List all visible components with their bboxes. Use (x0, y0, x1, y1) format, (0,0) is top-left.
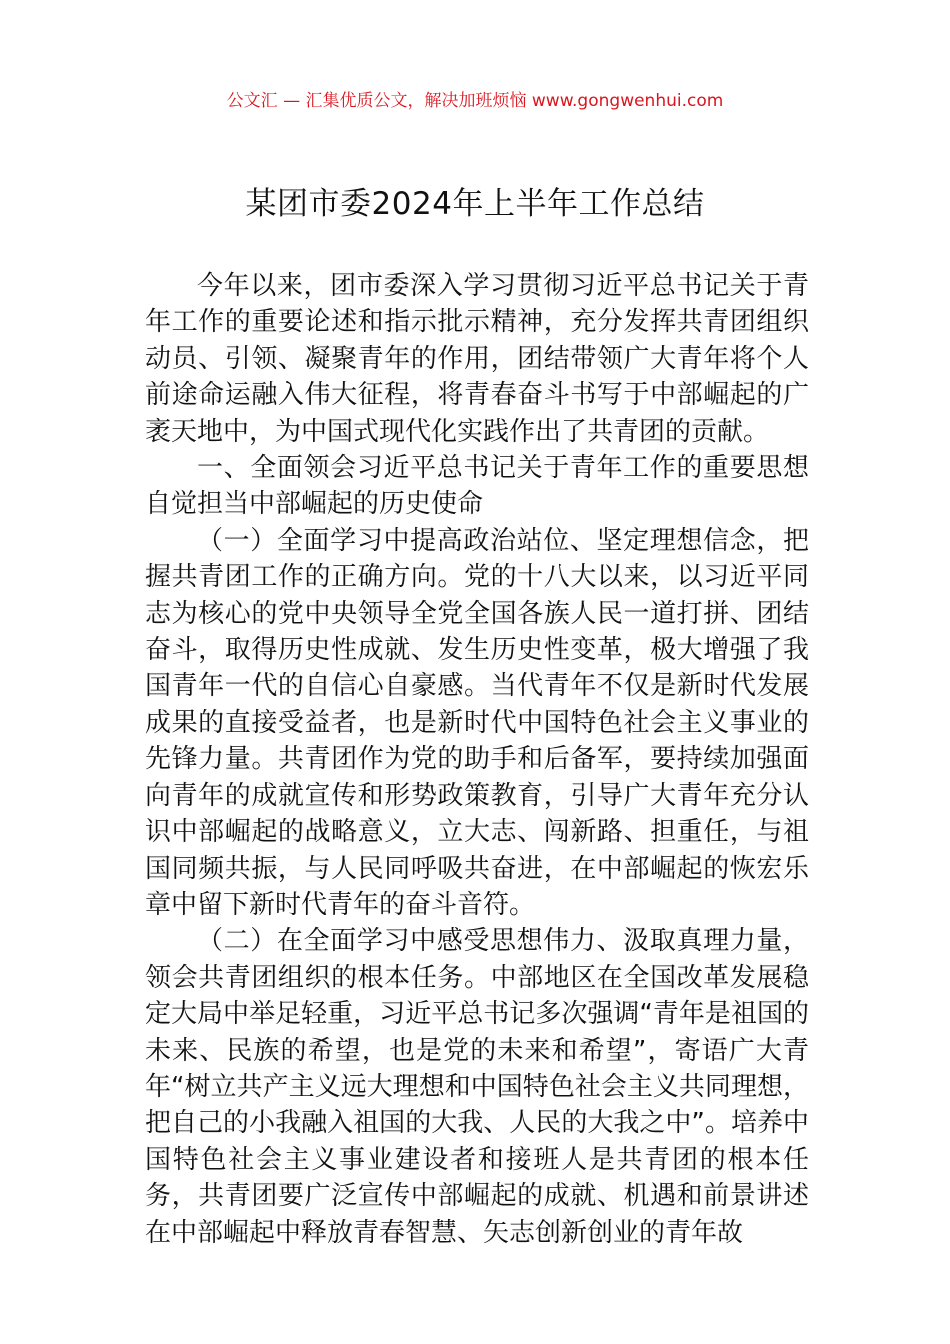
section-heading-1: 一、全面领会习近平总书记关于青年工作的重要思想自觉担当中部崛起的历史使命 (145, 453, 809, 520)
document-body (145, 268, 809, 1251)
subsection-paragraph-2: （二）在全面学习中感受思想伟力、汲取真理力量，领会共青团组织的根本任务。中部地区在全国改革发展稳定大局中举足轻重，习近平总书记多次强调“青年是祖国的未来、民族的希望，也是党的未来和希望”，寄语广大青年“树立共产主义远大理想和中国特色社会主义共同理想，把自己的小我融入祖国的大我、人民的大我之中”。培养中国特色社会主义事业建设者和接班人是共青团的根本任务，共青团要广泛宣传中部崛起的成就、机遇和前景讲述在中部崛起中释放青春智慧、矢志创新创业的青年故 (145, 926, 809, 1248)
document-title: 某团市委2024年上半年工作总结 (245, 186, 705, 222)
site-banner: 公文汇 — 汇集优质公文，解决加班烦恼 www.gongwenhui.com (226, 91, 724, 111)
intro-paragraph: 今年以来，团市委深入学习贯彻习近平总书记关于青年工作的重要论述和指示批示精神，充分发挥共青团组织动员、引领、凝聚青年的作用，团结带领广大青年将个人前途命运融入伟大征程，将青春奋斗书写于中部崛起的广袤天地中，为中国式现代化实践作出了共青团的贡献。 (145, 271, 809, 447)
subsection-paragraph-1: （一）全面学习中提高政治站位、坚定理想信念，把握共青团工作的正确方向。党的十八大以来，以习近平同志为核心的党中央领导全党全国各族人民一道打拼、团结奋斗，取得历史性成就、发生历史性变革，极大增强了我国青年一代的自信心自豪感。当代青年不仅是新时代发展成果的直接受益者，也是新时代中国特色社会主义事业的先锋力量。共青团作为党的助手和后备军，要持续加强面向青年的成就宣传和形势政策教育，引导广大青年充分认识中部崛起的战略意义，立大志、闯新路、担重任，与祖国同频共振，与人民同呼吸共奋进，在中部崛起的恢宏乐章中留下新时代青年的奋斗音符。 (145, 525, 809, 920)
